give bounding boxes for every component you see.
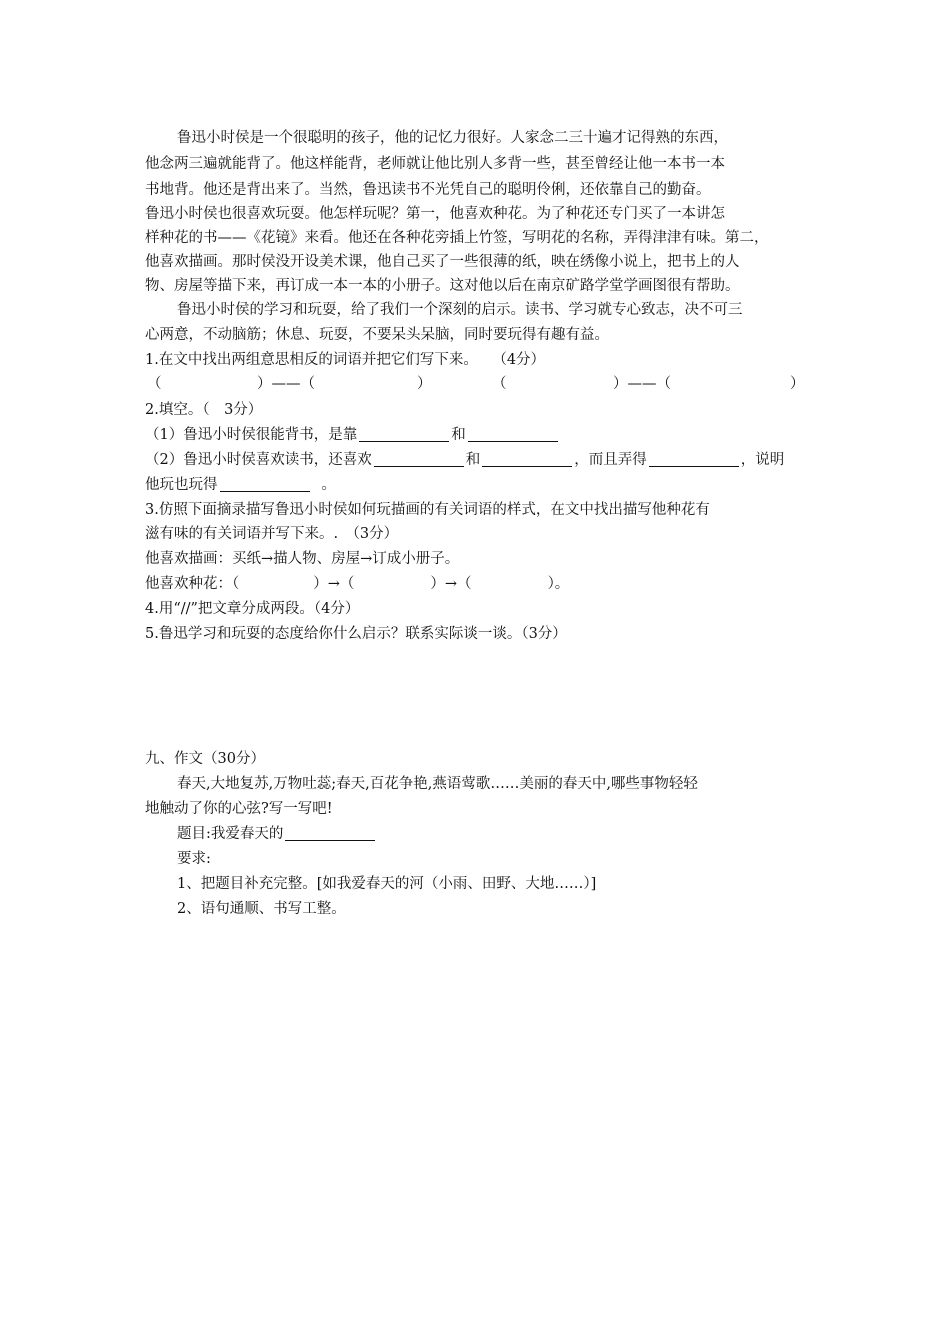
question-2-item-1: （1）鲁迅小时侯很能背书，是靠 和 <box>145 423 825 448</box>
composition-title: 题目:我爱春天的 <box>177 822 825 847</box>
question-2-item-2-cont: 他玩也玩得 。 <box>145 477 336 493</box>
passage-line: 样种花的书——《花镜》来看。他还在各种花旁插上竹签，写明花的名称，弄得津津有味。第二， <box>145 230 769 246</box>
question-5: 5.鲁迅学习和玩耍的态度给你什么启示？联系实际谈一谈。（3分） <box>145 626 567 642</box>
question-3-example: 他喜欢描画：买纸→描人物、房屋→订成小册子。 <box>145 551 460 567</box>
paren: ） <box>417 376 432 392</box>
paren: ）——（ <box>613 376 671 392</box>
question-3-answer-row: 他喜欢种花：（ ）→（ ）→（ ）。 <box>145 576 570 592</box>
answer-blank[interactable] <box>220 475 310 492</box>
composition-requirements-label: 要求: <box>177 851 211 867</box>
composition-heading: 九、作文（30分） <box>145 751 265 767</box>
question-4: 4.用“//”把文章分成两段。（4分） <box>145 601 360 617</box>
composition-requirement-2: 2、语句通顺、书写工整。 <box>177 901 346 917</box>
composition-prompt-cont: 地触动了你的心弦?写一写吧! <box>145 801 333 817</box>
question-3-cont: 滋有味的有关词语并写下来。. （3分） <box>145 526 399 542</box>
answer-blank[interactable] <box>468 425 558 442</box>
paren: ）——（ <box>257 376 315 392</box>
passage-line: 鲁迅小时侯的学习和玩耍，给了我们一个深刻的启示。读书、学习就专心致志，决不可三 <box>177 302 743 318</box>
title-blank[interactable] <box>285 824 375 841</box>
question-1: 1.在文中找出两组意思相反的词语并把它们写下来。 （4分） <box>145 352 546 368</box>
question-1-answer-row <box>145 372 825 397</box>
passage-line: 物、房屋等描下来，再订成一本一本的小册子。这对他以后在南京矿路学堂学画图很有帮助。 <box>145 278 740 294</box>
composition-requirement-1: 1、把题目补充完整。[如我爱春天的河（小雨、田野、大地……）] <box>177 876 597 892</box>
passage-line: 心两意，不动脑筋；休息、玩耍，不要呆头呆脑，同时要玩得有趣有益。 <box>145 327 609 343</box>
paren: （ <box>147 376 162 392</box>
answer-blank[interactable] <box>359 425 449 442</box>
answer-blank[interactable] <box>374 450 464 467</box>
question-2: 2.填空。（ 3分） <box>145 402 263 418</box>
composition-prompt: 春天,大地复苏,万物吐蕊;春天,百花争艳,燕语莺歌……美丽的春天中,哪些事物轻轻 <box>177 776 698 792</box>
passage-line: 鲁迅小时侯是一个很聪明的孩子，他的记忆力很好。人家念二三十遍才记得熟的东西， <box>177 130 728 146</box>
passage-line: 鲁迅小时侯也很喜欢玩耍。他怎样玩呢？第一，他喜欢种花。为了种花还专门买了一本讲怎 <box>145 206 725 222</box>
passage-line: 他念两三遍就能背了。他这样能背，老师就让他比别人多背一些，甚至曾经让他一本书一本 <box>145 156 725 172</box>
passage-line: 他喜欢描画。那时侯没开设美术课，他自己买了一些很薄的纸，映在绣像小说上，把书上的人 <box>145 254 740 270</box>
passage-line: 书地背。他还是背出来了。当然，鲁迅读书不光凭自己的聪明伶俐，还依靠自己的勤奋。 <box>145 182 711 198</box>
answer-blank[interactable] <box>649 450 739 467</box>
question-2-item-2: （2）鲁迅小时侯喜欢读书，还喜欢 和 ，而且弄得 ，说明 <box>145 452 785 468</box>
answer-blank[interactable] <box>482 450 572 467</box>
paren: ） <box>790 376 805 392</box>
paren: （ <box>492 376 507 392</box>
question-3: 3.仿照下面摘录描写鲁迅小时侯如何玩描画的有关词语的样式，在文中找出描写他种花有 <box>145 502 710 518</box>
